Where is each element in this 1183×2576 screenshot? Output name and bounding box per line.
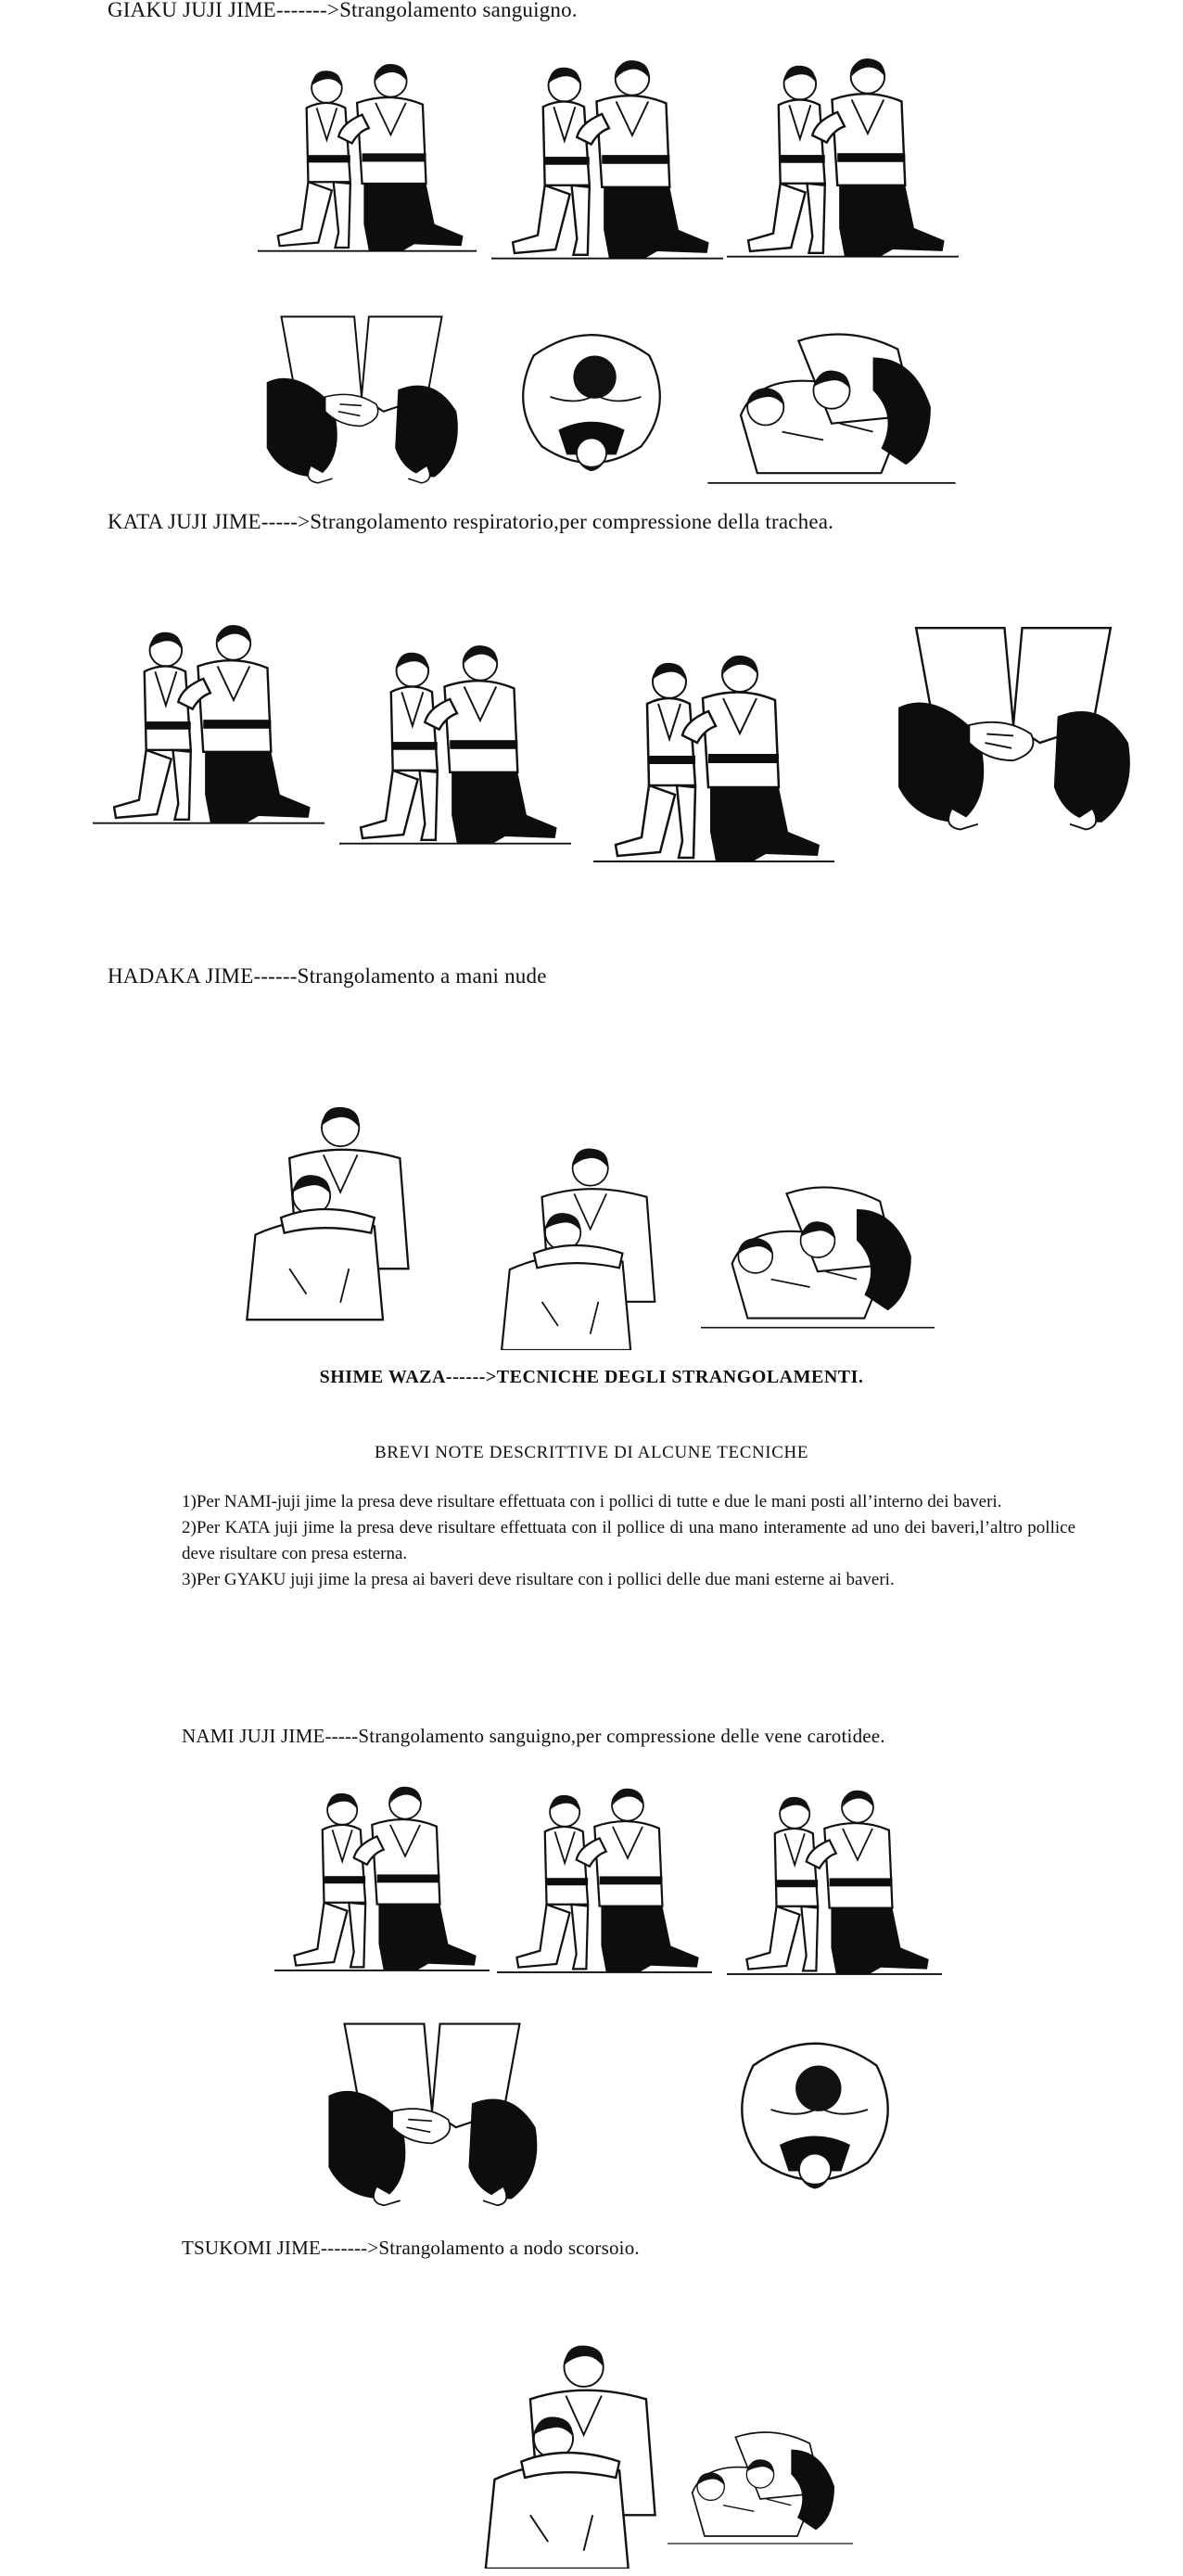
- giaku-ground-1-illustration: [501, 306, 682, 488]
- giaku-step-3-illustration: [727, 43, 959, 271]
- kata-heading: KATA JUJI JIME----->Strangolamento respiratorio,per compressione della trachea.: [108, 510, 834, 533]
- hadaka-step-3-illustration: [701, 1146, 935, 1350]
- notes-title: BREVI NOTE DESCRITTIVE DI ALCUNE TECNICHE: [374, 1443, 809, 1462]
- kata-step-1-illustration: [93, 593, 324, 853]
- kata-detail-grip-illustration: [881, 616, 1146, 835]
- notes-list: [182, 1489, 1075, 1593]
- giaku-step-2-illustration: [491, 45, 723, 273]
- tsukomi-heading: TSUKOMI JIME------->Strangolamento a nodo scorsoio.: [182, 2237, 640, 2259]
- kata-step-2-illustration: [339, 618, 571, 870]
- nami-step-2-illustration: [497, 1766, 712, 1994]
- note-item-1: 1)Per NAMI-juji jime la presa deve risultare effettuata con i pollici di tutte e due le mani posti all’interno dei baveri.: [182, 1492, 1002, 1511]
- giaku-step-1-illustration: [258, 43, 477, 271]
- note-item-2: 2)Per KATA juji jime la presa deve risultare effettuata con il pollice di una mano interamente ad uno dei baveri,l’altro pollice deve risultare con presa esterna.: [182, 1518, 1075, 1563]
- kata-step-3-illustration: [593, 634, 834, 881]
- nami-detail-grip-illustration: [312, 2016, 553, 2207]
- hadaka-step-2-illustration: [473, 1141, 692, 1350]
- hadaka-step-1-illustration: [230, 1085, 434, 1333]
- tsukomi-step-2-illustration: [668, 2392, 853, 2569]
- giaku-heading: GIAKU JUJI JIME------->Strangolamento sanguigno.: [108, 0, 578, 21]
- nami-step-3-illustration: [727, 1767, 942, 1996]
- shime-waza-title: SHIME WAZA------>TECNICHE DEGLI STRANGOLAMENTI.: [319, 1367, 864, 1387]
- nami-heading: NAMI JUJI JIME-----Strangolamento sanguigno,per compressione delle vene carotidee.: [182, 1725, 885, 1747]
- giaku-ground-2-illustration: [692, 308, 972, 490]
- giaku-detail-grip-illustration: [252, 306, 471, 488]
- note-item-3: 3)Per GYAKU juji jime la presa ai baveri deve risultare con i pollici delle due mani esterne ai baveri.: [182, 1570, 895, 1589]
- nami-step-1-illustration: [274, 1762, 490, 1994]
- tsukomi-step-1-illustration: [454, 2337, 695, 2569]
- nami-ground-illustration: [727, 2012, 903, 2207]
- hadaka-heading: HADAKA JIME------Strangolamento a mani nude: [108, 964, 547, 988]
